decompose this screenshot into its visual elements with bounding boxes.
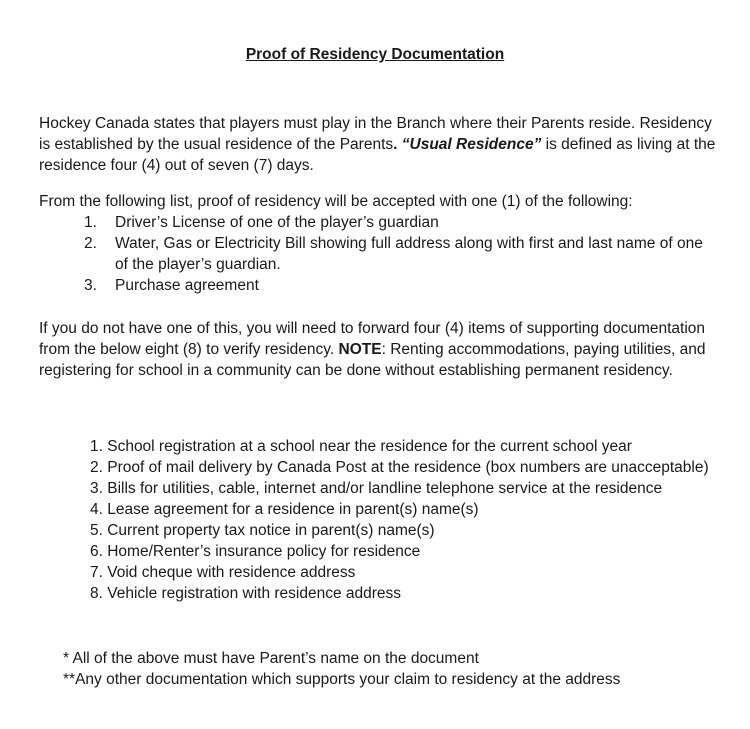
- list-number: 3.: [84, 277, 97, 294]
- list-item: 3. Bills for utilities, cable, internet and/or landline telephone service at the residence: [90, 480, 663, 497]
- list-item: [84, 275, 704, 296]
- list-item: 4. Lease agreement for a residence in parent(s) name(s): [90, 501, 479, 518]
- primary-list-intro: From the following list, proof of residency will be accepted with one (1) of the following:: [39, 193, 633, 210]
- intro-text: Hockey Canada states that players must play in the Branch where their Parents reside. Residency is established by the usual residence of the Parents: [39, 115, 712, 153]
- usual-residence-term: “Usual Residence”: [401, 136, 542, 153]
- list-item: 8. Vehicle registration with residence address: [90, 585, 402, 602]
- supporting-document-list: [90, 436, 710, 604]
- list-item: 1. School registration at a school near the residence for the current school year: [90, 438, 632, 455]
- list-text: Water, Gas or Electricity Bill showing full address along with first and last name of one of the player’s guardian.: [115, 235, 703, 273]
- list-number: 1.: [84, 214, 97, 231]
- footnote: * All of the above must have Parent’s name on the document: [63, 650, 479, 667]
- note-text: : Renting accommodations, paying utilities, and registering for school in a community can be done without establishing permanent residency.: [39, 341, 706, 379]
- supporting-text: If you do not have one of this, you will need to forward four (4) items of supporting documentation from the below eight (8) to verify residency.: [39, 320, 706, 358]
- intro-definition: is defined as living at the residence four (4) out of seven (7) days.: [39, 136, 716, 174]
- document-title: Proof of Residency Documentation: [245, 46, 505, 63]
- list-number: 2.: [84, 235, 97, 252]
- list-item: 6. Home/Renter’s insurance policy for residence: [90, 543, 421, 560]
- footnote: **Any other documentation which supports your claim to residency at the address: [63, 671, 621, 688]
- supporting-paragraph: [39, 318, 719, 381]
- list-item: 5. Current property tax notice in parent(s) name(s): [90, 522, 435, 539]
- list-item: 7. Void cheque with residence address: [90, 564, 356, 581]
- footnotes: [63, 648, 703, 690]
- list-item: 2. Proof of mail delivery by Canada Post at the residence (box numbers are unacceptable): [90, 459, 709, 476]
- intro-bold-period: .: [393, 136, 398, 153]
- intro-paragraph: [39, 113, 719, 176]
- primary-document-list: [84, 212, 704, 296]
- list-text: Purchase agreement: [115, 277, 259, 294]
- list-item: [84, 233, 704, 275]
- list-text: Driver’s License of one of the player’s guardian: [115, 214, 439, 231]
- note-label: NOTE: [338, 341, 382, 358]
- list-item: [84, 212, 704, 233]
